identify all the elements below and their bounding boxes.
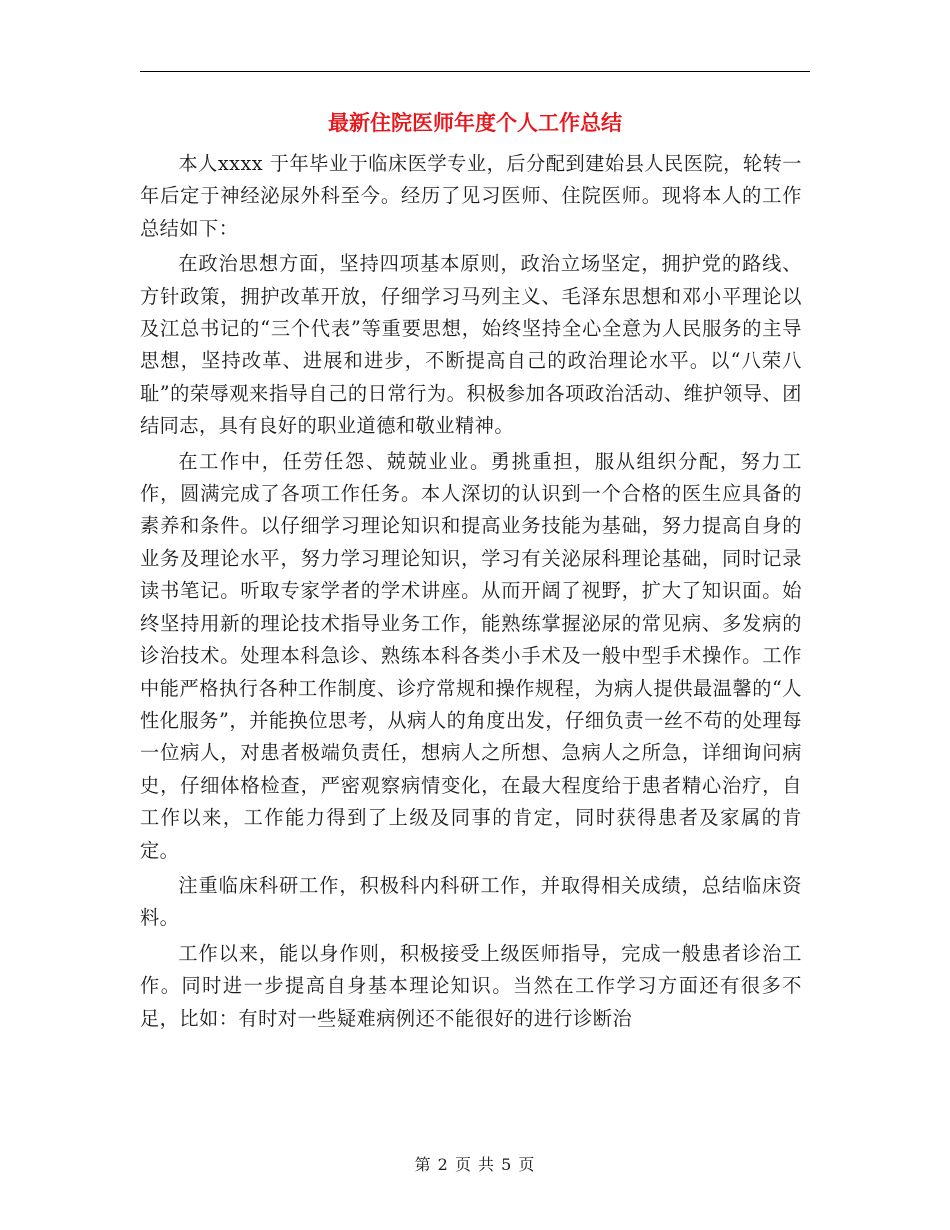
document-body	[140, 148, 802, 1038]
page-number-footer: 第 2 页 共 5 页	[414, 1155, 536, 1174]
paragraph-research: 注重临床科研工作，积极科内科研工作，并取得相关成绩，总结临床资料。	[140, 873, 802, 930]
document-title: 最新住院医师年度个人工作总结	[328, 111, 622, 135]
paragraph-shortcomings: 工作以来，能以身作则，积极接受上级医师指导，完成一般患者诊治工作。同时进一步提高自身基本理论知识。当然在工作学习方面还有很多不足，比如：有时对一些疑难病例还不能很好的进行诊断治	[140, 941, 802, 1030]
paragraph-intro: 本人xxxx 于年毕业于临床医学专业，后分配到建始县人民医院，轮转一年后定于神经泌尿外科至今。经历了见习医师、住院医师。现将本人的工作总结如下：	[140, 152, 802, 240]
paragraph-political-thought: 在政治思想方面，坚持四项基本原则，政治立场坚定，拥护党的路线、方针政策，拥护改革开放，仔细学习马列主义、毛泽东思想和邓小平理论以及江总书记的“三个代表”等重要思想，始终坚持全心全意为人民服务的主导思想，坚持改革、进展和进步，不断提高自己的政治理论水平。以“八荣八耻”的荣辱观来指导自己的日常行为。积极参加各项政治活动、维护领导、团结同志，具有良好的职业道德和敬业精神。	[140, 252, 802, 438]
header-rule	[140, 71, 810, 72]
paragraph-work: 在工作中，任劳任怨、兢兢业业。勇挑重担，服从组织分配，努力工作，圆满完成了各项工作任务。本人深切的认识到一个合格的医生应具备的素养和条件。以仔细学习理论知识和提高业务技能为基础，努力提高自身的业务及理论水平，努力学习理论知识，学习有关泌尿科理论基础，同时记录读书笔记。听取专家学者的学术讲座。从而开阔了视野，扩大了知识面。始终坚持用新的理论技术指导业务工作，能熟练掌握泌尿的常见病、多发病的诊治技术。处理本科急诊、熟练本科各类小手术及一般中型手术操作。工作中能严格执行各种工作制度、诊疗常规和操作规程，为病人提供最温馨的“人性化服务”，并能换位思考，从病人的角度出发，仔细负责一丝不苟的处理每一位病人，对患者极端负责任，想病人之所想、急病人之所急，详细询问病史，仔细体格检查，严密观察病情变化，在最大程度给于患者精心治疗，自工作以来，工作能力得到了上级及同事的肯定，同时获得患者及家属的肯定。	[140, 449, 802, 862]
